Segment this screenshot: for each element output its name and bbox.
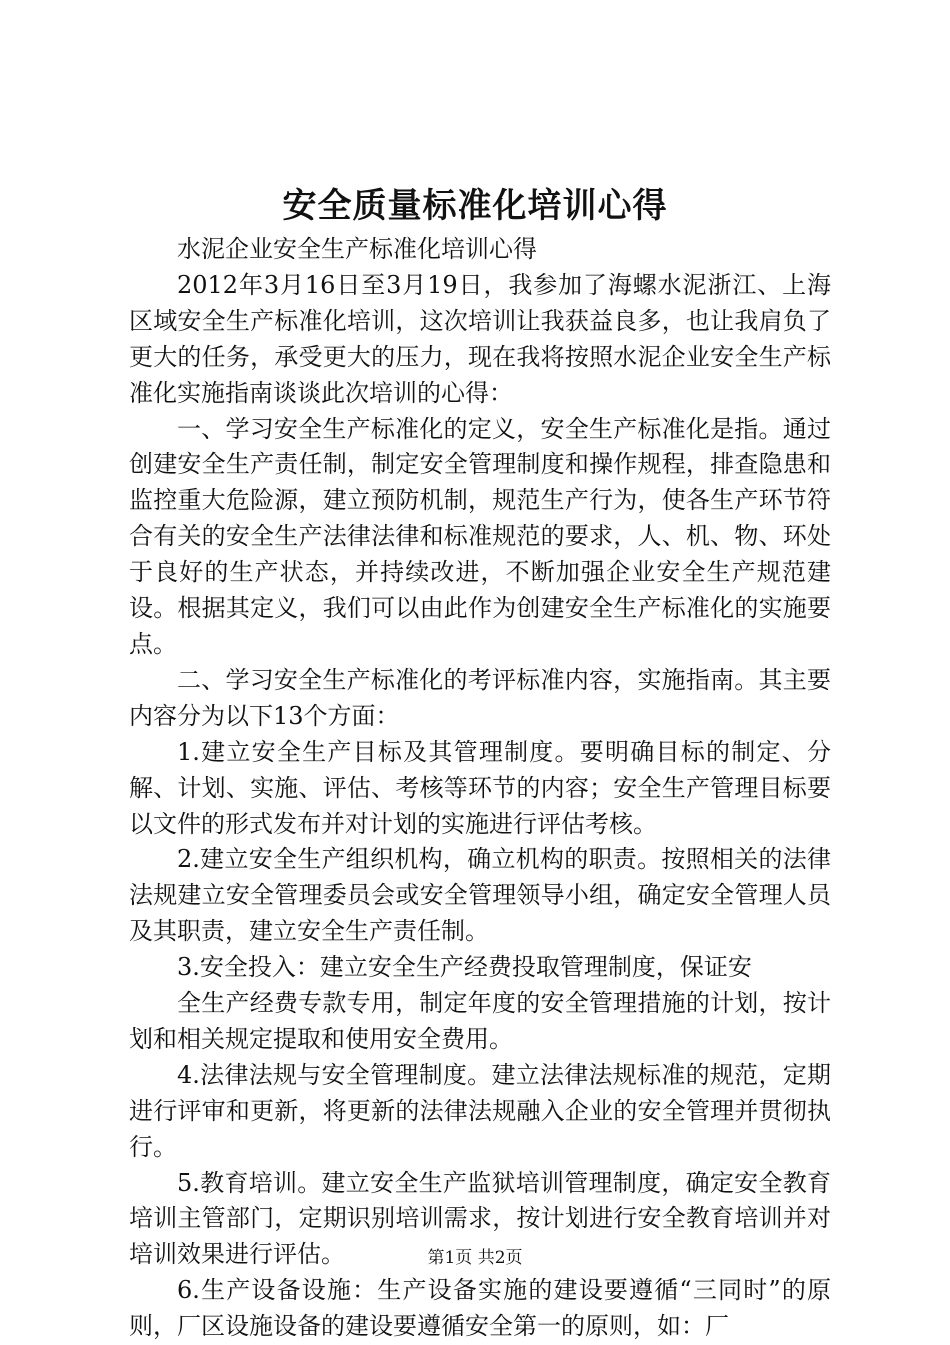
- paragraph-item-3: 3.安全投入：建立安全生产经费投取管理制度，保证安: [177, 953, 752, 982]
- paragraph-item-6: 6.生产设备设施：生产设备实施的建设要遵循“三同时”的原则，厂区设施设备的建设要遵循安全第一的原则，如：厂: [129, 1276, 831, 1341]
- paragraph-section-2: 二、学习安全生产标准化的考评标准内容，实施指南。其主要内容分为以下13个方面：: [129, 665, 831, 730]
- paragraph-section-1: 一、学习安全生产标准化的定义，安全生产标准化是指。通过创建安全生产责任制，制定安全管理制度和操作规程，排查隐患和监控重大危险源，建立预防机制，规范生产行为，使各生产环节符合有关的安全生产法律法律和标准规范的要求，人、机、物、环处于良好的生产状态，并持续改进，不断加强企业安全生产规范建设。根据其定义，我们可以由此作为创建安全生产标准化的实施要点。: [129, 414, 831, 658]
- paragraph-intro: 2012年3月16日至3月19日，我参加了海螺水泥浙江、上海区域安全生产标准化培训，这次培训让我获益良多，也让我肩负了更大的任务，承受更大的压力，现在我将按照水泥企业安全生产标准化实施指南谈谈此次培训的心得：: [129, 270, 831, 407]
- paragraph-item-3-continued: [129, 986, 831, 1058]
- document-body: [129, 232, 831, 1345]
- paragraph-item-2: 2.建立安全生产组织机构，确立机构的职责。按照相关的法律法规建立安全管理委员会或安全管理领导小组，确定安全管理人员及其职责，建立安全生产责任制。: [129, 845, 831, 946]
- paragraph-item-1: 1.建立安全生产目标及其管理制度。要明确目标的制定、分解、计划、实施、评估、考核等环节的内容；安全生产管理目标要以文件的形式发布并对计划的实施进行评估考核。: [129, 737, 831, 838]
- page-footer: 第1页 共2页: [427, 1248, 523, 1268]
- document-title: 安全质量标准化培训心得: [282, 186, 668, 226]
- paragraph-item-4: 4.法律法规与安全管理制度。建立法律法规标准的规范，定期进行评审和更新，将更新的法律法规融入企业的安全管理并贯彻执行。: [129, 1060, 831, 1161]
- subtitle-paragraph: 水泥企业安全生产标准化培训心得: [177, 235, 537, 263]
- paragraph-item-5: 5.教育培训。建立安全生产监狱培训管理制度，确定安全教育培训主管部门，定期识别培训需求，按计划进行安全教育培训并对培训效果进行评估。: [129, 1168, 831, 1269]
- paragraph-item-3-continued-text: 全生产经费专款专用，制定年度的安全管理措施的计划，按计划和相关规定提取和使用安全费用。: [129, 989, 831, 1053]
